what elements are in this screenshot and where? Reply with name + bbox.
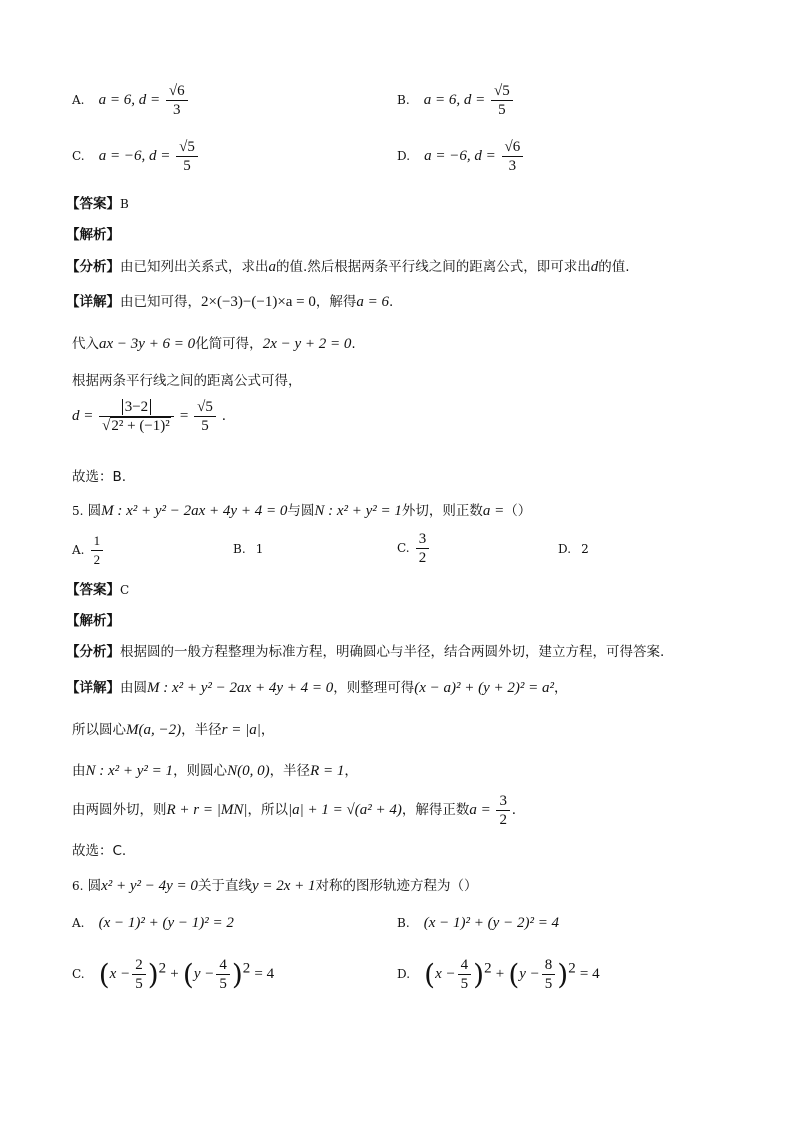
q4-option-d: D. a = −6, d = $\frac{√6}{3}$ — [397, 138, 525, 175]
q5-tangent: 由两圆外切，则R + r = |MN|，所以|a| + 1 = √(a² + 4)，解得正数a = $\frac{3}{2}$ . — [72, 793, 516, 828]
q4-option-b: B. a = 6, d = $\frac{√5}{5}$ — [397, 82, 515, 119]
q5-fenxi: 【分析】根据圆的一般方程整理为标准方程，明确圆心与半径，结合两圆外切，建立方程，可得答案. — [66, 644, 665, 660]
q5-option-b: B. 1 — [233, 542, 264, 556]
fraction: $\frac{√5}{5}$ — [176, 138, 198, 175]
fraction: $\frac{4}{5}$ — [458, 956, 472, 993]
q4-analysis-tag: 【解析】 — [66, 227, 120, 243]
q4-distance-line: 根据两条平行线之间的距离公式可得， — [72, 373, 302, 389]
q4-xiangjie: 【详解】由已知可得，2×(−3)−(−1)×a = 0，解得a = 6. — [66, 294, 394, 310]
fraction: $\frac{2}{5}$ — [132, 956, 146, 993]
q4-distance-formula: d = $\frac{3-2}{\text{√2² + (−1)²}}$ = $\frac{√5}{5}$ . — [72, 399, 226, 434]
q4-fenxi: 【分析】由已知列出关系式，求出a的值.然后根据两条平行线之间的距离公式，即可求出d的值. — [66, 259, 630, 275]
q5-analysis-tag: 【解析】 — [66, 613, 120, 629]
q6-option-d: D. (x − $\frac{4}{5}$ )$^2$ + (y − $\frac{8}{5}$ )$^2$ = 4 — [397, 957, 600, 992]
fraction: $\frac{1}{2}$ — [91, 532, 104, 569]
q5-xiangjie: 【详解】由圆M : x² + y² − 2ax + 4y + 4 = 0，则整理可得(x − a)² + (y + 2)² = a²， — [66, 680, 568, 696]
fraction: $\frac{3}{2}$ — [416, 530, 430, 567]
q6-option-a: A. (x − 1)² + (y − 1)² = 2 — [72, 915, 234, 931]
fraction: $\frac{4}{5}$ — [216, 956, 230, 993]
q4-choose: 故选：B. — [72, 469, 127, 485]
fraction: $\frac{√5}{5}$ — [194, 398, 216, 435]
q5-option-a: A. $\frac{1}{2}$ — [72, 532, 105, 569]
fraction: $\frac{√6}{3}$ — [502, 138, 524, 175]
q5-center-m: 所以圆心M(a, −2)，半径r = |a|， — [72, 722, 275, 738]
fraction: $\frac{3}{2}$ — [496, 792, 510, 829]
q5-center-n: 由N : x² + y² = 1，则圆心N(0, 0)，半径R = 1， — [72, 763, 358, 779]
q6-stem: 6. 圆x² + y² − 4y = 0关于直线y = 2x + 1对称的图形轨迹方程为（） — [72, 878, 478, 894]
q5-stem: 5. 圆M : x² + y² − 2ax + 4y + 4 = 0与圆N : x² + y² = 1外切，则正数a =（） — [72, 503, 532, 519]
q6-option-c: C. (x − $\frac{2}{5}$ )$^2$ + (y − $\frac{4}{5}$ )$^2$ = 4 — [72, 957, 275, 992]
q5-option-c: C. $\frac{3}{2}$ — [397, 530, 431, 567]
q5-choose: 故选：C. — [72, 843, 127, 859]
fraction: $\frac{8}{5}$ — [542, 956, 556, 993]
fraction: $\frac{√5}{5}$ — [491, 82, 513, 119]
fraction: $\frac{3-2}{\text{√2² + (−1)²}}$ — [99, 398, 174, 435]
q5-option-d: D. 2 — [558, 542, 589, 556]
fraction: $\frac{√6}{3}$ — [166, 82, 188, 119]
q4-substitute: 代入ax − 3y + 6 = 0化简可得，2x − y + 2 = 0. — [72, 336, 356, 352]
q4-option-a: A. a = 6, d = $\frac{√6}{3}$ — [72, 82, 190, 119]
q4-option-c: C. a = −6, d = $\frac{√5}{5}$ — [72, 138, 200, 175]
q5-answer: 【答案】C — [66, 582, 130, 598]
q6-option-b: B. (x − 1)² + (y − 2)² = 4 — [397, 915, 560, 931]
q4-answer: 【答案】B — [66, 196, 129, 212]
